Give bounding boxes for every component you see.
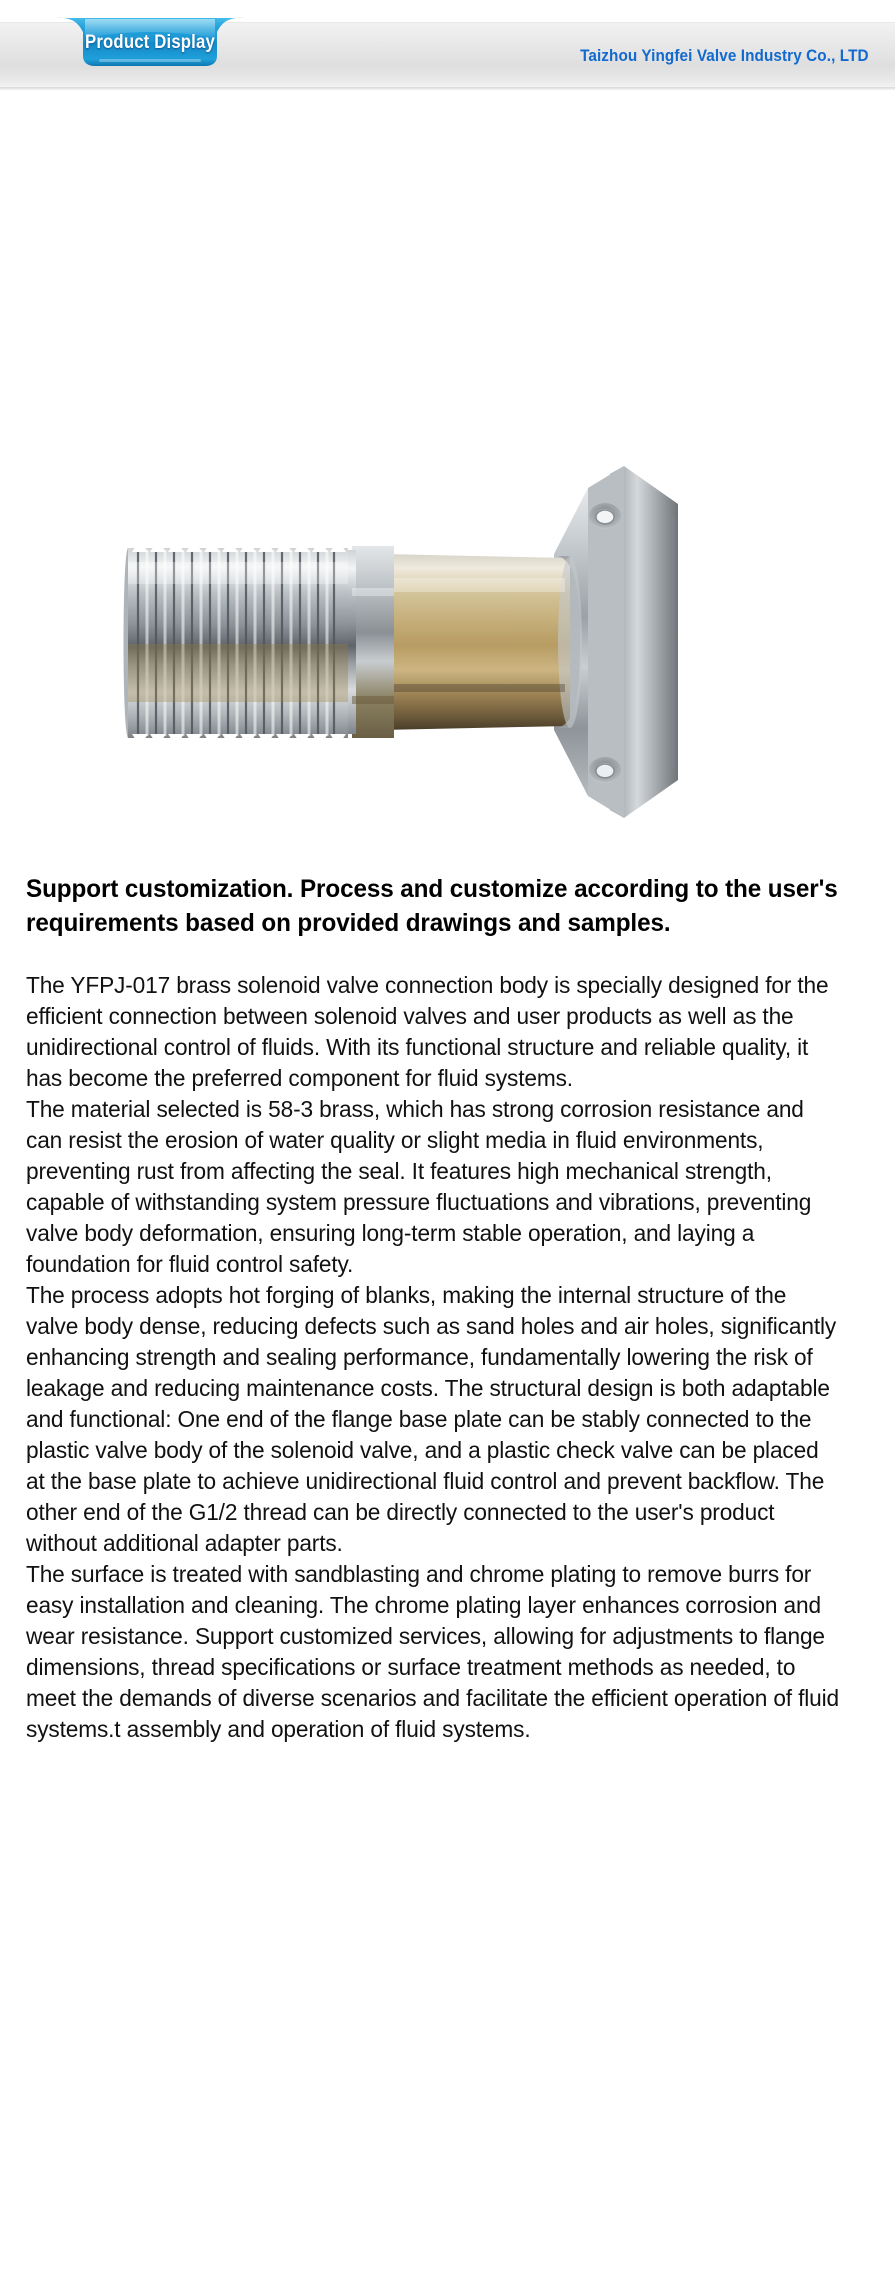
page-header [0, 0, 895, 108]
tab-label: Product Display [85, 32, 215, 53]
description-paragraph: The YFPJ-017 brass solenoid valve connection body is specially designed for the efficient connection between solenoid valves and user products as well as the unidirectional control of fluids. With its functional structure and reliable quality, it has become the preferred component for fluid systems. [26, 972, 829, 1092]
brass-body [380, 554, 582, 730]
threaded-section [124, 540, 349, 746]
description-paragraph: The material selected is 58-3 brass, which has strong corrosion resistance and can resist the erosion of water quality or slight media in fluid environments, preventing rust from affecting the seal. It features high mechanical strength, capable of withstanding system pressure fluctuations and vibrations, preventing valve body deformation, ensuring long-term stable operation, and laying a foundation for fluid control safety. [26, 1096, 812, 1278]
product-photo-valve-connector [118, 458, 778, 838]
description-paragraph: The process adopts hot forging of blanks, making the internal structure of the valve body dense, reducing defects such as sand holes and air holes, significantly enhancing strength and sealing performance, fundamentally lowering the risk of leakage and reducing maintenance costs. The structural design is both adaptable and functional: One end of the flange base plate can be stably connected to the plastic valve body of the solenoid valve, and a plastic check valve can be placed at the base plate to achieve unidirectional fluid control and prevent backflow. The other end of the G1/2 thread can be directly connected to the user's product without additional adapter parts. [26, 1282, 837, 1557]
description-paragraph: The surface is treated with sandblasting and chrome plating to remove burrs for easy installation and cleaning. The chrome plating layer enhances corrosion and wear resistance. Support customized services, allowing for adjustments to flange dimensions, thread specifications or surface treatment methods as needed, to meet the demands of diverse scenarios and facilitate the efficient operation of fluid systems.t assembly and operation of fluid systems. [26, 1561, 839, 1743]
product-image-container [0, 108, 895, 848]
customization-lead-text: Support customization. Process and customize according to the user's requirements based on provided drawings and samples. [26, 875, 838, 937]
description-body [26, 970, 841, 1745]
product-display-tab[interactable] [55, 12, 245, 70]
company-name: Taizhou Yingfei Valve Industry Co., LTD [580, 46, 869, 65]
product-description [0, 873, 895, 1745]
chrome-collar [344, 546, 394, 738]
